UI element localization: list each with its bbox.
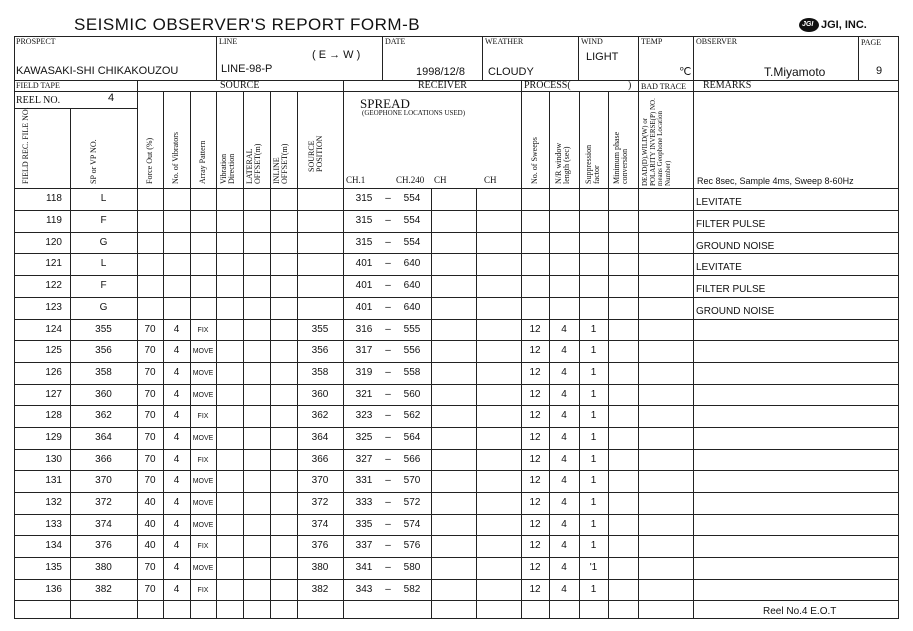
- cell-ch240: 554: [403, 237, 421, 248]
- cell-vibrators: 4: [173, 410, 180, 421]
- cell-source-position: 370: [311, 475, 329, 486]
- cell-sp-no: F: [100, 215, 107, 226]
- cell-dash: –: [385, 454, 391, 465]
- cell-suppression: 1: [590, 367, 597, 378]
- cell-suppression: 1: [590, 519, 597, 530]
- col-lateral-offset: LATERAL OFFSET(m): [245, 143, 263, 184]
- cell-ch240: 580: [403, 562, 421, 573]
- cell-dash: –: [385, 432, 391, 443]
- cell-array-pattern: MOVE: [192, 522, 214, 529]
- cell-vibrators: 4: [173, 562, 180, 573]
- date-value: 1998/12/8: [416, 66, 465, 78]
- cell-dash: –: [385, 497, 391, 508]
- cell-nr-window: 4: [561, 540, 567, 551]
- cell-vibrators: 4: [173, 540, 180, 551]
- reel-number: 4: [108, 92, 115, 104]
- cell-field-rec: 126: [45, 367, 62, 378]
- cell-remark: LEVITATE: [696, 197, 742, 208]
- cell-ch1: 316: [355, 324, 373, 335]
- cell-ch1: 337: [355, 540, 373, 551]
- cell-remark: LEVITATE: [696, 262, 742, 273]
- cell-dash: –: [385, 302, 391, 313]
- ch-label-b: CH: [484, 175, 497, 185]
- cell-vibrators: 4: [173, 345, 180, 356]
- cell-nr-window: 4: [561, 367, 567, 378]
- cell-sp-no: F: [100, 280, 107, 291]
- cell-field-rec: 131: [45, 475, 62, 486]
- cell-ch240: 640: [403, 302, 421, 313]
- cell-sp-no: L: [100, 193, 107, 204]
- line-label: LINE: [219, 37, 238, 46]
- cell-dash: –: [385, 280, 391, 291]
- cell-ch240: 556: [403, 345, 421, 356]
- cell-ch1: 317: [355, 345, 373, 356]
- line-direction: ( E → W ): [312, 49, 361, 61]
- cell-nr-window: 4: [561, 584, 567, 595]
- cell-dash: –: [385, 237, 391, 248]
- weather-label: WEATHER: [485, 37, 524, 46]
- cell-suppression: 1: [590, 584, 597, 595]
- cell-ch240: 582: [403, 584, 421, 595]
- cell-field-rec: 120: [45, 237, 62, 248]
- cell-ch1: 325: [355, 432, 373, 443]
- cell-sp-no: 364: [95, 432, 112, 443]
- cell-dash: –: [385, 258, 391, 269]
- cell-field-rec: 125: [45, 345, 62, 356]
- col-min-phase: Minimum phase conversion: [612, 131, 630, 184]
- cell-ch1: 401: [355, 280, 373, 291]
- cell-array-pattern: FIX: [197, 457, 209, 464]
- cell-field-rec: 136: [45, 584, 62, 595]
- cell-remark: FILTER PULSE: [696, 219, 766, 230]
- cell-source-position: 366: [311, 454, 329, 465]
- bad-trace-label: BAD TRACE: [641, 82, 686, 91]
- cell-ch240: 574: [403, 519, 421, 530]
- cell-suppression: 1: [590, 497, 597, 508]
- cell-sp-no: 374: [95, 519, 112, 530]
- cell-vibrators: 4: [173, 389, 180, 400]
- cell-field-rec: 130: [45, 454, 62, 465]
- cell-sweeps: 12: [529, 475, 541, 486]
- col-vibrators: No. of Vibrators: [171, 131, 180, 184]
- cell-dash: –: [385, 410, 391, 421]
- cell-sweeps: 12: [529, 367, 541, 378]
- cell-ch240: 640: [403, 280, 421, 291]
- cell-source-position: 364: [311, 432, 329, 443]
- cell-sp-no: 362: [95, 410, 112, 421]
- cell-sp-no: 380: [95, 562, 112, 573]
- cell-dash: –: [385, 324, 391, 335]
- cell-array-pattern: FIX: [197, 413, 209, 420]
- temp-label: TEMP: [641, 37, 663, 46]
- cell-array-pattern: FIX: [197, 543, 209, 550]
- cell-nr-window: 4: [561, 454, 567, 465]
- cell-field-rec: 121: [45, 258, 62, 269]
- col-field-rec: FIELD REC. FILE NO.: [21, 107, 30, 184]
- cell-source-position: 382: [311, 584, 329, 595]
- cell-nr-window: 4: [561, 475, 567, 486]
- spread-sublabel: (GEOPHONE LOCATIONS USED): [362, 109, 466, 117]
- cell-ch240: 570: [403, 475, 421, 486]
- cell-sp-no: 370: [95, 475, 112, 486]
- col-vibration-direction: Vibration Direction: [219, 153, 237, 184]
- cell-nr-window: 4: [561, 389, 567, 400]
- cell-dash: –: [385, 475, 391, 486]
- cell-sweeps: 12: [529, 540, 541, 551]
- cell-nr-window: 4: [561, 519, 567, 530]
- cell-ch240: 566: [403, 454, 421, 465]
- cell-dash: –: [385, 584, 391, 595]
- spread-label: SPREAD: [360, 96, 410, 111]
- cell-array-pattern: MOVE: [192, 392, 214, 399]
- receiver-group-label: RECEIVER: [418, 80, 467, 91]
- cell-ch1: 401: [355, 302, 373, 313]
- cell-force-out: 70: [144, 562, 156, 573]
- weather-value: CLOUDY: [488, 66, 534, 78]
- cell-ch240: 554: [403, 215, 421, 226]
- process-group-label: PROCESS(: [524, 80, 571, 91]
- cell-field-rec: 119: [46, 215, 62, 226]
- cell-array-pattern: FIX: [197, 587, 209, 594]
- cell-array-pattern: MOVE: [192, 435, 214, 442]
- cell-sp-no: 358: [95, 367, 112, 378]
- cell-suppression: 1: [590, 475, 597, 486]
- wind-value: LIGHT: [586, 51, 619, 63]
- remarks-label: REMARKS: [703, 80, 752, 91]
- cell-array-pattern: MOVE: [192, 478, 214, 485]
- form-title: SEISMIC OBSERVER'S REPORT FORM-B: [74, 15, 421, 34]
- cell-suppression: 1: [590, 410, 597, 421]
- cell-force-out: 70: [144, 584, 156, 595]
- col-source-position: SOURCE POSITION: [307, 135, 325, 172]
- cell-field-rec: 132: [45, 497, 62, 508]
- cell-suppression: 1: [590, 432, 597, 443]
- cell-ch240: 558: [403, 367, 421, 378]
- cell-ch1: 335: [355, 519, 373, 530]
- cell-sweeps: 12: [529, 454, 541, 465]
- cell-nr-window: 4: [561, 345, 567, 356]
- cell-ch1: 315: [355, 237, 373, 248]
- cell-sp-no: 356: [95, 345, 112, 356]
- cell-dash: –: [385, 193, 391, 204]
- cell-suppression: 1: [590, 389, 597, 400]
- reel-label: REEL NO.: [16, 95, 61, 106]
- cell-source-position: 372: [311, 497, 329, 508]
- cell-sweeps: 12: [529, 562, 541, 573]
- cell-source-position: 374: [311, 519, 329, 530]
- page-value: 9: [876, 65, 883, 77]
- col-inline-offset: INLINE OFFSET(m): [272, 143, 290, 184]
- cell-force-out: 70: [144, 345, 156, 356]
- cell-ch1: 319: [355, 367, 373, 378]
- cell-field-rec: 122: [45, 280, 62, 291]
- cell-sp-no: 372: [95, 497, 112, 508]
- cell-sp-no: 382: [95, 584, 112, 595]
- wind-label: WIND: [581, 37, 603, 46]
- cell-remark: FILTER PULSE: [696, 284, 766, 295]
- cell-ch240: 640: [403, 258, 421, 269]
- cell-field-rec: 135: [45, 562, 62, 573]
- cell-source-position: 356: [311, 345, 329, 356]
- cell-field-rec: 134: [45, 540, 62, 551]
- prospect-label: PROSPECT: [16, 37, 56, 46]
- cell-dash: –: [385, 562, 391, 573]
- cell-array-pattern: MOVE: [192, 370, 214, 377]
- observer-value: T.Miyamoto: [764, 65, 826, 79]
- cell-sp-no: G: [99, 302, 108, 313]
- cell-force-out: 40: [144, 519, 156, 530]
- cell-source-position: 362: [311, 410, 329, 421]
- cell-remark: GROUND NOISE: [696, 306, 775, 317]
- ch-label-a: CH: [434, 175, 447, 185]
- cell-ch1: 343: [355, 584, 373, 595]
- cell-force-out: 70: [144, 432, 156, 443]
- cell-source-position: 380: [311, 562, 329, 573]
- logo-text: JGI: [802, 21, 814, 28]
- company-name: JGI, INC.: [821, 19, 867, 31]
- cell-sp-no: 366: [95, 454, 112, 465]
- process-group-close: ): [628, 80, 632, 91]
- cell-remark: GROUND NOISE: [696, 241, 775, 252]
- cell-sp-no: G: [99, 237, 108, 248]
- cell-dash: –: [385, 215, 391, 226]
- cell-ch1: 315: [355, 193, 373, 204]
- col-bad-trace-desc: DEAD(D),WILD(W) or POLARITY INVERSE(P) NO. means Geophone Location Number): [641, 98, 673, 186]
- page-label: PAGE: [861, 38, 882, 47]
- cell-ch1: 321: [355, 389, 373, 400]
- cell-source-position: 358: [311, 367, 329, 378]
- cell-sp-no: 355: [95, 324, 112, 335]
- col-array-pattern: Array Pattern: [198, 140, 207, 184]
- cell-sp-no: 360: [95, 389, 112, 400]
- remarks-header-note: Rec 8sec, Sample 4ms, Sweep 8-60Hz: [697, 176, 854, 186]
- cell-nr-window: 4: [561, 324, 567, 335]
- cell-vibrators: 4: [173, 475, 180, 486]
- cell-sweeps: 12: [529, 432, 541, 443]
- ch240-label: CH.240: [396, 175, 425, 185]
- cell-ch1: 323: [355, 410, 373, 421]
- cell-nr-window: 4: [561, 562, 567, 573]
- cell-nr-window: 4: [561, 410, 567, 421]
- col-nr-window: N/R window length (sec): [554, 142, 572, 184]
- cell-field-rec: 128: [45, 410, 62, 421]
- cell-sweeps: 12: [529, 584, 541, 595]
- cell-dash: –: [385, 389, 391, 400]
- cell-force-out: 40: [144, 540, 156, 551]
- cell-vibrators: 4: [173, 432, 180, 443]
- cell-nr-window: 4: [561, 497, 567, 508]
- prospect-value: KAWASAKI-SHI CHIKAKOUZOU: [16, 65, 179, 77]
- cell-sp-no: L: [100, 258, 107, 269]
- cell-ch240: 576: [403, 540, 421, 551]
- cell-sp-no: 376: [95, 540, 112, 551]
- cell-suppression: '1: [589, 562, 598, 573]
- cell-vibrators: 4: [173, 519, 180, 530]
- cell-array-pattern: MOVE: [192, 500, 214, 507]
- col-sweeps: No. of Sweeps: [530, 137, 539, 184]
- observer-label: OBSERVER: [696, 37, 738, 46]
- cell-ch1: 327: [355, 454, 373, 465]
- cell-sweeps: 12: [529, 389, 541, 400]
- col-sp-vp: SP or VP NO.: [89, 139, 98, 184]
- cell-field-rec: 123: [45, 302, 62, 313]
- cell-sweeps: 12: [529, 519, 541, 530]
- end-of-tape-note: Reel No.4 E.O.T: [763, 606, 837, 617]
- col-force-out: Force Out (%): [145, 137, 154, 184]
- cell-field-rec: 127: [45, 389, 62, 400]
- cell-ch240: 564: [403, 432, 421, 443]
- col-suppression: Suppression factor: [584, 144, 602, 184]
- cell-array-pattern: MOVE: [192, 348, 214, 355]
- cell-dash: –: [385, 519, 391, 530]
- cell-ch240: 562: [403, 410, 421, 421]
- cell-dash: –: [385, 540, 391, 551]
- cell-field-rec: 124: [45, 324, 62, 335]
- cell-array-pattern: MOVE: [192, 565, 214, 572]
- cell-force-out: 40: [144, 497, 156, 508]
- cell-force-out: 70: [144, 389, 156, 400]
- date-label: DATE: [385, 37, 406, 46]
- cell-ch1: 331: [355, 475, 373, 486]
- cell-ch240: 560: [403, 389, 421, 400]
- cell-nr-window: 4: [561, 432, 567, 443]
- cell-dash: –: [385, 345, 391, 356]
- cell-force-out: 70: [144, 367, 156, 378]
- cell-force-out: 70: [144, 324, 156, 335]
- cell-ch240: 554: [403, 193, 421, 204]
- cell-suppression: 1: [590, 540, 597, 551]
- line-value: LINE-98-P: [221, 63, 273, 75]
- cell-field-rec: 118: [46, 193, 62, 204]
- cell-field-rec: 129: [45, 432, 62, 443]
- cell-sweeps: 12: [529, 410, 541, 421]
- cell-source-position: 355: [311, 324, 329, 335]
- cell-ch240: 555: [403, 324, 421, 335]
- cell-suppression: 1: [590, 345, 597, 356]
- temp-unit: ℃: [679, 66, 692, 78]
- cell-force-out: 70: [144, 454, 156, 465]
- cell-field-rec: 133: [45, 519, 62, 530]
- cell-ch240: 572: [403, 497, 421, 508]
- cell-source-position: 360: [311, 389, 329, 400]
- field-tape-label: FIELD TAPE: [16, 81, 60, 90]
- ch1-label: CH.1: [346, 175, 366, 185]
- cell-vibrators: 4: [173, 454, 180, 465]
- cell-ch1: 315: [355, 215, 373, 226]
- cell-vibrators: 4: [173, 497, 180, 508]
- cell-sweeps: 12: [529, 324, 541, 335]
- cell-ch1: 401: [355, 258, 373, 269]
- cell-sweeps: 12: [529, 345, 541, 356]
- cell-dash: –: [385, 367, 391, 378]
- cell-suppression: 1: [590, 324, 597, 335]
- cell-array-pattern: FIX: [197, 327, 209, 334]
- cell-force-out: 70: [144, 410, 156, 421]
- cell-vibrators: 4: [173, 367, 180, 378]
- source-group-label: SOURCE: [220, 80, 260, 91]
- cell-sweeps: 12: [529, 497, 541, 508]
- cell-source-position: 376: [311, 540, 329, 551]
- cell-ch1: 333: [355, 497, 373, 508]
- cell-suppression: 1: [590, 454, 597, 465]
- cell-vibrators: 4: [173, 584, 180, 595]
- cell-vibrators: 4: [173, 324, 180, 335]
- cell-force-out: 70: [144, 475, 156, 486]
- cell-ch1: 341: [355, 562, 373, 573]
